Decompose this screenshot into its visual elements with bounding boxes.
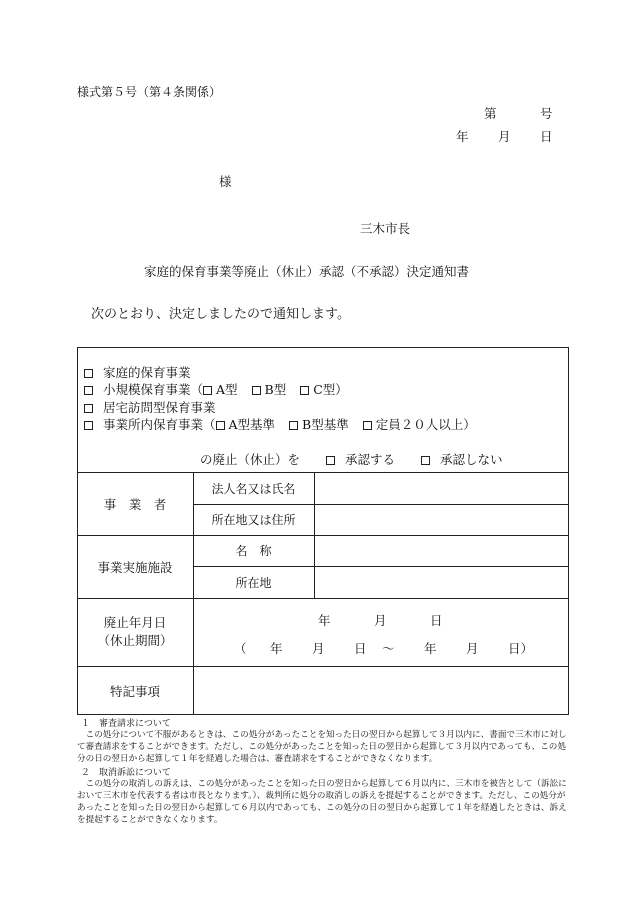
notes-section [77,716,569,826]
date-month: 月 [498,129,511,144]
note-1-body: この処分について不服があるときは、この処分があったことを知った日の翌日から起算して３月以内に、書面で三木市に対して審査請求をすることができます。ただし、この処分があったことを知った日の翌日から起算して３月以内であっても、この処分の日の翌日から起算して１年を経過した場合は、審査請求をすることができなくなります。 [77,730,567,764]
period-start-year[interactable]: 年 [270,641,283,656]
period-end-month[interactable]: 月 [466,641,479,656]
document-intro: 次のとおり、決定しましたので通知します。 [91,307,350,322]
facility-name-field[interactable] [315,536,568,566]
operator-address-field[interactable] [315,505,568,535]
period-tilde: ～ [382,641,395,656]
checkbox[interactable] [289,421,298,430]
facility-location-label: 所在地 [235,575,272,590]
note-1-title: １ 審査請求について [81,719,171,729]
period-open-paren: （ [234,641,247,656]
checkbox[interactable] [216,421,225,430]
period-start-day[interactable]: 日 [354,641,367,656]
facility-label: 事業実施施設 [97,559,173,575]
type-home-visit-daycare: 居宅訪問型保育事業 [84,398,216,416]
remarks-field[interactable] [194,667,568,714]
period-end-day[interactable]: 日） [508,641,534,656]
checkbox[interactable] [203,386,212,395]
checkbox[interactable] [363,421,372,430]
period-start-month[interactable]: 月 [312,641,325,656]
facility-location-field[interactable] [315,567,568,598]
type-home-daycare: 家庭的保育事業 [84,363,191,381]
closure-label: 廃止年月日 （休止期間） [97,615,173,648]
operator-name-field[interactable] [315,473,568,504]
checkbox[interactable] [84,404,93,413]
facility-name-label: 名 称 [235,544,272,558]
remarks-label: 特記事項 [109,683,160,699]
closure-year[interactable]: 年 [318,613,331,628]
checkbox[interactable] [300,386,309,395]
decision-line: の廃止（休止）を 承認する 承認しない [200,452,503,467]
addressee-sama: 様 [219,174,232,189]
document-title: 家庭的保育事業等廃止（休止）承認（不承認）決定通知書 [144,264,470,279]
checkbox[interactable] [84,369,93,378]
approve-checkbox[interactable] [326,456,335,465]
doc-number-dai: 第 [484,106,497,121]
closure-month[interactable]: 月 [374,613,387,628]
checkbox[interactable] [84,386,93,395]
date-day: 日 [540,129,553,144]
closure-day[interactable]: 日 [430,613,443,628]
date-year: 年 [456,129,469,144]
type-workplace-daycare: 事業所内保育事業（ A型基準 B型基準 定員２０人以上） [84,415,476,433]
period-end-year[interactable]: 年 [424,641,437,656]
operator-name-label: 法人名又は氏名 [211,481,296,496]
type-small-daycare: 小規模保育事業（ A型 B型 C型） [84,380,348,398]
issuer-name: 三木市長 [360,221,411,236]
operator-label: 事 業 者 [103,496,167,512]
note-2-body: この処分の取消しの訴えは、この処分があったことを知った日の翌日から起算して６月以内に、三木市を被告として（訴訟において三木市を代表する者は市長となります。）、裁判所に処分の取消しの訴えを提起することができます。ただし、この処分があったことを知った日の翌日から起算して６月以内であっても、この処分の日の翌日から起算して１年を経過したときは、訴えを提起することができなくなります。 [77,779,567,825]
form-label: 様式第５号（第４条関係） [77,85,222,99]
operator-address-label: 所在地又は住所 [211,513,296,527]
checkbox[interactable] [84,421,93,430]
checkbox[interactable] [252,386,261,395]
doc-number-go: 号 [540,106,553,121]
note-2-title: ２ 取消訴訟について [81,768,171,778]
disapprove-checkbox[interactable] [421,456,430,465]
